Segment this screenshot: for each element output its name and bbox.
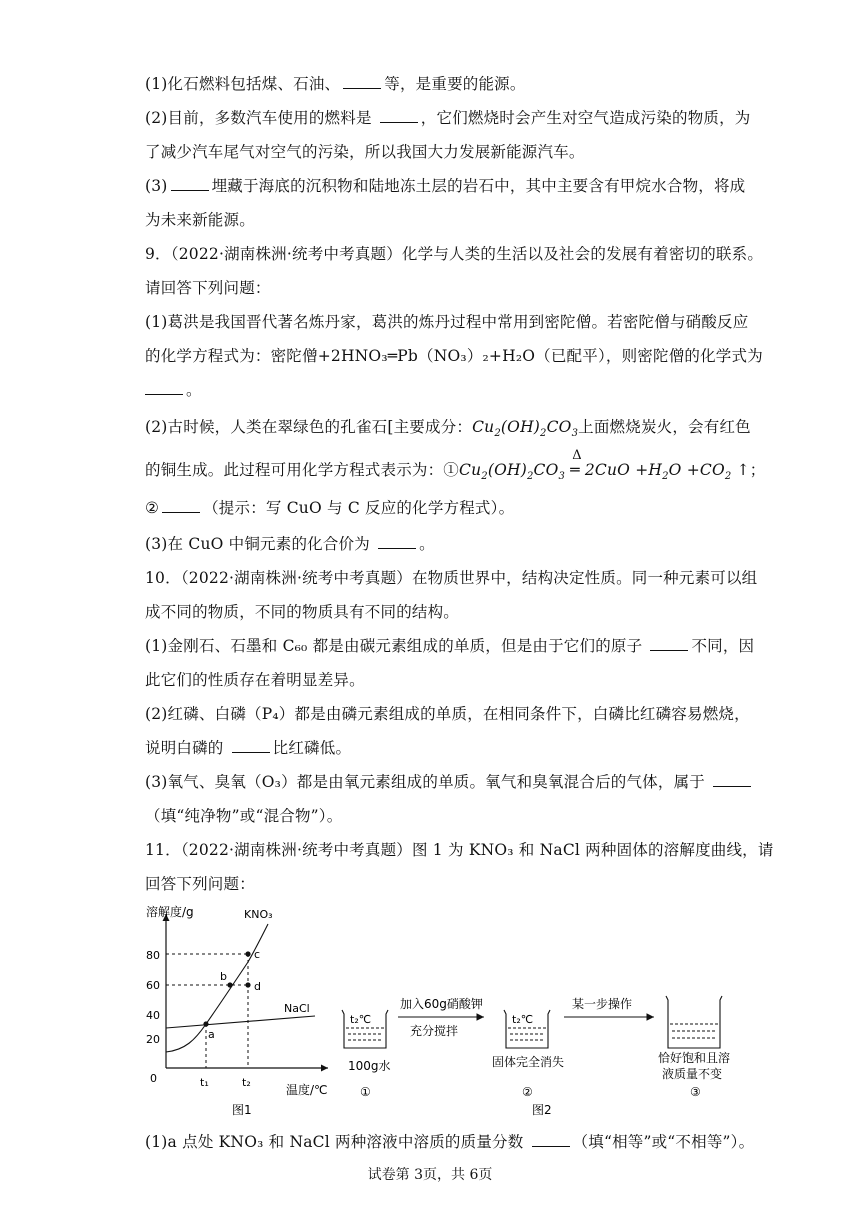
beaker-2-label: 固体完全消失: [492, 1055, 565, 1069]
q10-part3-text-a: (3)氧气、臭氧（O₃）都是由氧元素组成的单质。氧气和臭氧混合后的气体，属于: [145, 773, 711, 791]
q9-part3-text-b: 。: [419, 535, 435, 553]
figure1-caption: 图1: [232, 1103, 252, 1117]
x-tick-label: t₁: [200, 1076, 209, 1089]
answer-blank[interactable]: [713, 772, 751, 787]
solubility-curve-figure: [140, 900, 340, 1120]
q11-part1-text-a: (1)a 点处 KNO₃ 和 NaCl 两种溶液中溶质的质量分数: [145, 1133, 529, 1151]
q8-part3-text-a: (3): [145, 177, 168, 195]
q10-part1: [145, 635, 754, 657]
beaker-3-label-line1: 恰好饱和且溶: [658, 1051, 731, 1065]
answer-blank[interactable]: [650, 636, 688, 651]
malachite-formula: $Cu_2(OH)_2CO_3$: [472, 418, 579, 440]
origin-label: 0: [150, 1072, 157, 1085]
q10-part2-cont: [145, 737, 351, 759]
q10-part3-cont: （填“纯净物”或“混合物”）。: [145, 807, 343, 825]
arrow-2-top-label: 某一步操作: [572, 997, 633, 1011]
arrow-1-top-label: 加入60g硝酸钾: [400, 997, 483, 1011]
point-a: [203, 1021, 208, 1026]
nacl-curve: [166, 1016, 315, 1028]
answer-blank[interactable]: [145, 380, 183, 395]
point-c: [245, 951, 250, 956]
q9-part2: [145, 416, 751, 445]
answer-blank[interactable]: [380, 108, 418, 123]
beaker-1-number: ①: [360, 1085, 371, 1099]
q10-heading: 10．（2022·湖南株洲·统考中考真题）在物质世界中，结构决定性质。同一种元素可以组: [145, 569, 758, 587]
point-a-label: a: [208, 1028, 215, 1041]
q9-heading: 9．（2022·湖南株洲·统考中考真题）化学与人类的生活以及社会的发展有着密切的联系。: [145, 245, 764, 263]
x-axis-label: 温度/℃: [286, 1083, 328, 1097]
beaker-2-temp: t₂℃: [512, 1013, 534, 1026]
kno3-curve: [166, 924, 268, 1052]
answer-blank[interactable]: [171, 176, 209, 191]
q10-part3: [145, 771, 754, 793]
q9-part3: [145, 533, 435, 555]
q8-part1: [145, 73, 526, 95]
beaker-2: [504, 1010, 550, 1048]
process-diagram-figure: [336, 990, 756, 1120]
q8-part2: [145, 107, 751, 129]
q8-part2-cont: 了减少汽车尾气对空气的污染，所以我国大力发展新能源汽车。: [145, 143, 585, 161]
kno3-label: KNO₃: [244, 908, 273, 921]
answer-blank[interactable]: [343, 74, 381, 89]
answer-blank[interactable]: [532, 1132, 570, 1147]
q11-heading-cont: 回答下列问题：: [145, 875, 255, 893]
q10-part2-text-c: 比红磷低。: [272, 739, 352, 757]
q9-part2-text-a: (2)古时候，人类在翠绿色的孔雀石[主要成分：: [145, 418, 473, 436]
answer-blank[interactable]: [378, 534, 416, 549]
point-b: [227, 982, 232, 987]
beaker-2-number: ②: [522, 1085, 533, 1099]
arrow-1-bottom-label: 充分搅拌: [410, 1024, 459, 1038]
q9-heading-cont: 请回答下列问题：: [145, 279, 271, 297]
q9-part1-end: [145, 379, 202, 401]
beaker-1: [342, 1010, 388, 1048]
q9-part2-text-c: 的铜生成。此过程可用化学方程式表示为：①: [145, 461, 460, 479]
q9-part2-text-f: （提示：写 CuO 与 C 反应的化学方程式）。: [203, 499, 515, 517]
q8-part3-cont: 为未来新能源。: [145, 211, 255, 229]
q8-part1-text-b: 等，是重要的能源。: [384, 75, 526, 93]
nacl-label: NaCl: [284, 1002, 310, 1015]
beaker-3-label-line2: 液质量不变: [662, 1067, 723, 1081]
point-c-label: c: [254, 948, 261, 961]
beaker-1-label: 100g水: [348, 1059, 391, 1073]
point-d-label: d: [254, 980, 261, 993]
q11-part1-text-b: （填“相等”或“不相等”）。: [572, 1133, 755, 1151]
q11-part1: [145, 1131, 754, 1153]
q8-part2-text-a: (2)目前，多数汽车使用的燃料是: [145, 109, 377, 127]
q10-heading-cont: 成不同的物质，不同的物质具有不同的结构。: [145, 603, 460, 621]
answer-blank[interactable]: [162, 498, 200, 513]
q8-part2-text-b: ，它们燃烧时会产生对空气造成污染的物质，为: [420, 109, 751, 127]
beaker-3: [666, 996, 722, 1048]
q9-part2-text-d: ；: [749, 461, 766, 479]
figure2-caption: 图2: [532, 1103, 552, 1117]
beaker-1-temp: t₂℃: [350, 1013, 372, 1026]
page-footer: 试卷第 3页，共 6页: [367, 1167, 493, 1183]
heat-arrow-symbol: Δ ═: [570, 448, 582, 479]
q8-part1-text-a: (1)化石燃料包括煤、石油、: [145, 75, 341, 93]
q8-part3-text-b: 埋藏于海底的沉积物和陆地冻土层的岩石中，其中主要含有甲烷水合物，将成: [211, 177, 746, 195]
decomposition-equation: $Cu_2(OH)_2CO_3$ Δ ═ $2CuO +H_2O +CO_2$ ↑: [459, 448, 750, 483]
q10-part1-cont: 此它们的性质存在着明显差异。: [145, 671, 365, 689]
q10-part1-text-a: (1)金刚石、石墨和 C₆₀ 都是由碳元素组成的单质，但是由于它们的原子: [145, 637, 648, 655]
q10-part2: (2)红磷、白磷（P₄）都是由磷元素组成的单质，在相同条件下，白磷比红磷容易燃烧，: [145, 705, 750, 723]
answer-blank[interactable]: [232, 738, 270, 753]
q9-part1-end-text: 。: [186, 381, 202, 399]
q9-part2-text-e: ②: [145, 499, 160, 517]
q9-part3-text-a: (3)在 CuO 中铜元素的化合价为: [145, 535, 376, 553]
point-b-label: b: [220, 970, 227, 983]
y-axis-label: 溶解度/g: [146, 905, 194, 919]
q10-part2-text-b: 说明白磷的: [145, 739, 229, 757]
q9-part1-cont: 的化学方程式为：密陀僧+2HNO₃═Pb（NO₃）₂+H₂O（已配平），则密陀僧的化学式为: [145, 347, 763, 365]
q9-part2-text-b: 上面燃烧炭火，会有红色: [578, 418, 751, 436]
q11-heading: 11．（2022·湖南株洲·统考中考真题）图 1 为 KNO₃ 和 NaCl 两种固体的溶解度曲线，请: [145, 841, 774, 859]
q9-part2-step2: [145, 497, 514, 519]
q10-part1-text-b: 不同，因: [691, 637, 755, 655]
q9-part1: (1)葛洪是我国晋代著名炼丹家，葛洪的炼丹过程中常用到密陀僧。若密陀僧与硝酸反应: [145, 313, 749, 331]
x-tick-label: t₂: [242, 1076, 251, 1089]
q9-part2-equation: [145, 448, 766, 488]
y-tick-label: 20: [146, 1033, 160, 1046]
y-tick-label: 60: [146, 979, 160, 992]
y-tick-label: 40: [146, 1009, 160, 1022]
beaker-3-number: ③: [690, 1085, 701, 1099]
q8-part3: [145, 175, 745, 197]
y-tick-label: 80: [146, 949, 160, 962]
point-d: [245, 982, 250, 987]
